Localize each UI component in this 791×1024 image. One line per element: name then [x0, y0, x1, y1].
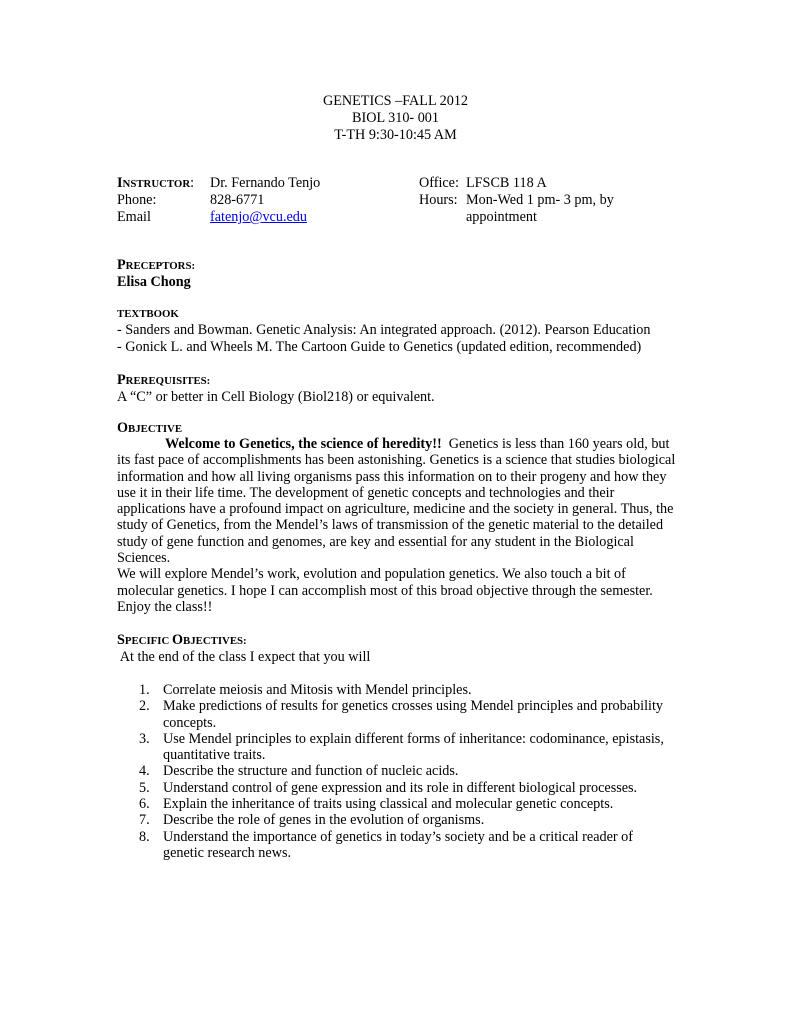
phone-label: Phone:: [117, 192, 157, 208]
textbook-heading: TEXTBOOK: [117, 308, 179, 320]
specific-objectives-heading: SPECIFIC OBJECTIVES:: [117, 632, 247, 648]
instructor-name: Dr. Fernando Tenjo: [210, 175, 321, 191]
course-title: GENETICS –FALL 2012: [322, 93, 469, 109]
course-schedule: T-TH 9:30-10:45 AM: [334, 127, 457, 143]
office-label: Office:: [419, 175, 459, 191]
phone-value: 828-6771: [210, 192, 265, 208]
welcome-statement: Welcome to Genetics, the science of heredity!!: [165, 436, 442, 452]
hours-label: Hours:: [419, 192, 458, 208]
specific-objectives-intro: At the end of the class I expect that you will: [117, 649, 371, 665]
preceptors-heading: PRECEPTORS:: [117, 257, 196, 273]
email-link[interactable]: fatenjo@vcu.edu: [210, 209, 307, 225]
office-value: LFSCB 118 A: [466, 175, 547, 191]
objective-paragraph-2: We will explore Mendel’s work, evolution and population genetics. We also touch a bit of molecular genetics. I hope I can accomplish most of this broad objective through the semester. Enjoy the class!!: [117, 566, 653, 615]
prerequisites-text: A “C” or better in Cell Biology (Biol218) or equivalent.: [117, 389, 435, 405]
hours-value-line1: Mon-Wed 1 pm- 3 pm, by: [466, 192, 614, 208]
email-label: Email: [117, 209, 151, 225]
list-item: 3. Use Mendel principles to explain different forms of inheritance: codominance, epistasis, quantitative traits.: [139, 730, 664, 764]
course-code: BIOL 310- 001: [352, 110, 439, 126]
preceptor-name: Elisa Chong: [117, 274, 191, 290]
instructor-label: INSTRUCTOR:: [117, 175, 195, 191]
textbook-item: - Sanders and Bowman. Genetic Analysis: An integrated approach. (2012). Pearson Education: [117, 322, 651, 338]
list-item: 6. Explain the inheritance of traits using classical and molecular genetic concepts.: [139, 796, 614, 813]
objective-heading: OBJECTIVE: [117, 420, 183, 436]
list-item: 2. Make predictions of results for genetics crosses using Mendel principles and probability concepts.: [139, 698, 663, 731]
list-item: 7. Describe the role of genes in the evolution of organisms.: [139, 812, 485, 829]
textbook-item: - Gonick L. and Wheels M. The Cartoon Guide to Genetics (updated edition, recommended): [117, 339, 642, 355]
list-item: 8. Understand the importance of genetics in today’s society and be a critical reader of genetic research news.: [139, 828, 633, 861]
objectives-list: [117, 682, 677, 861]
list-item: 1. Correlate meiosis and Mitosis with Mendel principles.: [139, 682, 472, 698]
prerequisites-heading: PREREQUISITES:: [117, 372, 211, 388]
objective-paragraph-1: Welcome to Genetics, the science of heredity!! Genetics is less than 160 years old, but its fast pace of accomplishments has been astonishing. Genetics is a science that studies biological information and how all living organisms pass this information on to their progeny and how they use it in their life time. The development of genetic concepts and technologies and their applications have a profound impact on agriculture, medicine and the society in general. Thus, the study of Genetics, from the Mendel’s laws of transmission of the genetic material to the detailed study of gene function and genomes, are key and essential for any student in the Biological Sciences.: [117, 436, 676, 567]
list-item: 5. Understand control of gene expression and its role in different biological processes.: [139, 779, 638, 796]
objective-body: [117, 436, 677, 615]
hours-value-line2: appointment: [466, 209, 537, 225]
list-item: 4. Describe the structure and function of nucleic acids.: [139, 763, 459, 780]
